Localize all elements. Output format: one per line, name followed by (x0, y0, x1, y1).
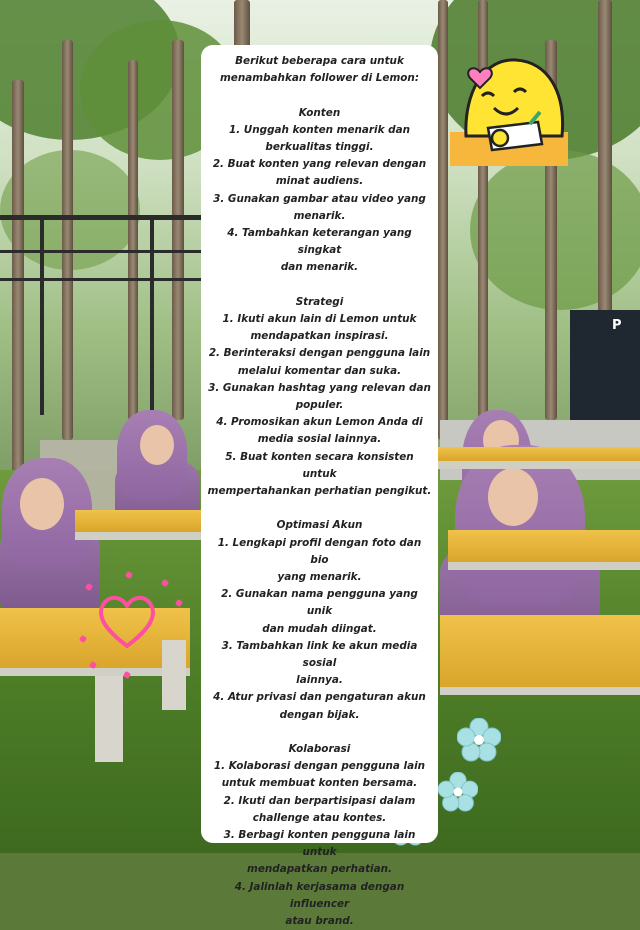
heart-outline-icon (96, 592, 158, 650)
list-item: minat audiens. (275, 175, 364, 188)
list-item: 1. Unggah konten menarik dan (229, 123, 410, 136)
list-item: 1. Lengkapi profil dengan foto dan bio (217, 536, 422, 566)
section-heading-optimasi-akun: Optimasi Akun (276, 519, 363, 532)
list-item: 2. Berinteraksi dengan pengguna lain (208, 347, 431, 360)
list-item: 4. Atur privasi dan pengaturan akun (213, 691, 426, 704)
list-item: mempertahankan perhatian pengikut. (207, 485, 432, 498)
pergola-pole (150, 215, 154, 415)
low-table (448, 530, 640, 570)
list-item: 4. Jalinlah kerjasama dengan influencer (234, 880, 405, 910)
tree-trunk (234, 0, 250, 50)
intro-line: menambahkan follower di Lemon: (219, 72, 419, 85)
list-item: 5. Buat konten secara konsisten untuk (225, 450, 414, 480)
lemon-mascot-icon (444, 52, 574, 172)
flower-icon (438, 772, 478, 812)
list-item: 1. Ikuti akun lain di Lemon untuk (222, 313, 417, 326)
intro-line: Berikut beberapa cara untuk (235, 55, 404, 67)
signboard-text: P (612, 318, 622, 333)
list-item: 3. Gunakan gambar atau video yang (213, 192, 426, 205)
table-leg (95, 676, 123, 762)
list-item: menarik. (293, 209, 346, 222)
list-item: dan mudah diingat. (262, 622, 377, 635)
list-item: 3. Gunakan hashtag yang relevan dan (208, 381, 431, 394)
list-item: atau brand. (285, 915, 354, 928)
list-item: 4. Promosikan akun Lemon Anda di (216, 416, 423, 429)
list-item: dengan bijak. (279, 708, 360, 721)
list-item: dan menarik. (280, 261, 359, 274)
list-item: yang menarik. (277, 571, 362, 584)
list-item: 2. Ikuti dan berpartisipasi dalam (223, 794, 416, 807)
list-item: 1. Kolaborasi dengan pengguna lain (213, 760, 426, 773)
low-table (75, 510, 205, 540)
list-item: media sosial lainnya. (257, 433, 382, 446)
list-item: lainnya. (296, 674, 343, 687)
section-heading-konten: Konten (298, 106, 341, 119)
signboard (570, 310, 640, 420)
list-item: 2. Buat konten yang relevan dengan (212, 158, 427, 171)
list-item: populer. (295, 399, 344, 412)
list-item: mendapatkan perhatian. (247, 863, 392, 876)
low-table (440, 615, 640, 695)
list-item: 4. Tambahkan keterangan yang singkat (227, 227, 412, 257)
section-heading-strategi: Strategi (295, 295, 344, 308)
flower-icon (457, 718, 501, 762)
table-leg (162, 640, 186, 710)
list-item: melalui komentar dan suka. (237, 364, 402, 377)
list-item: 3. Berbagi konten pengguna lain untuk (223, 829, 416, 859)
low-table (438, 447, 640, 469)
list-item: challenge atau kontes. (252, 811, 387, 824)
list-item: untuk membuat konten bersama. (221, 777, 418, 790)
list-item: 3. Tambahkan link ke akun media sosial (221, 639, 418, 670)
list-item: berkualitas tinggi. (265, 141, 374, 153)
list-item: mendapatkan inspirasi. (250, 330, 389, 343)
list-item: 2. Gunakan nama pengguna yang unik (221, 588, 418, 618)
pergola-frame (0, 215, 205, 340)
pergola-pole (40, 215, 44, 415)
tips-card (201, 45, 438, 928)
section-heading-kolaborasi: Kolaborasi (288, 743, 351, 756)
